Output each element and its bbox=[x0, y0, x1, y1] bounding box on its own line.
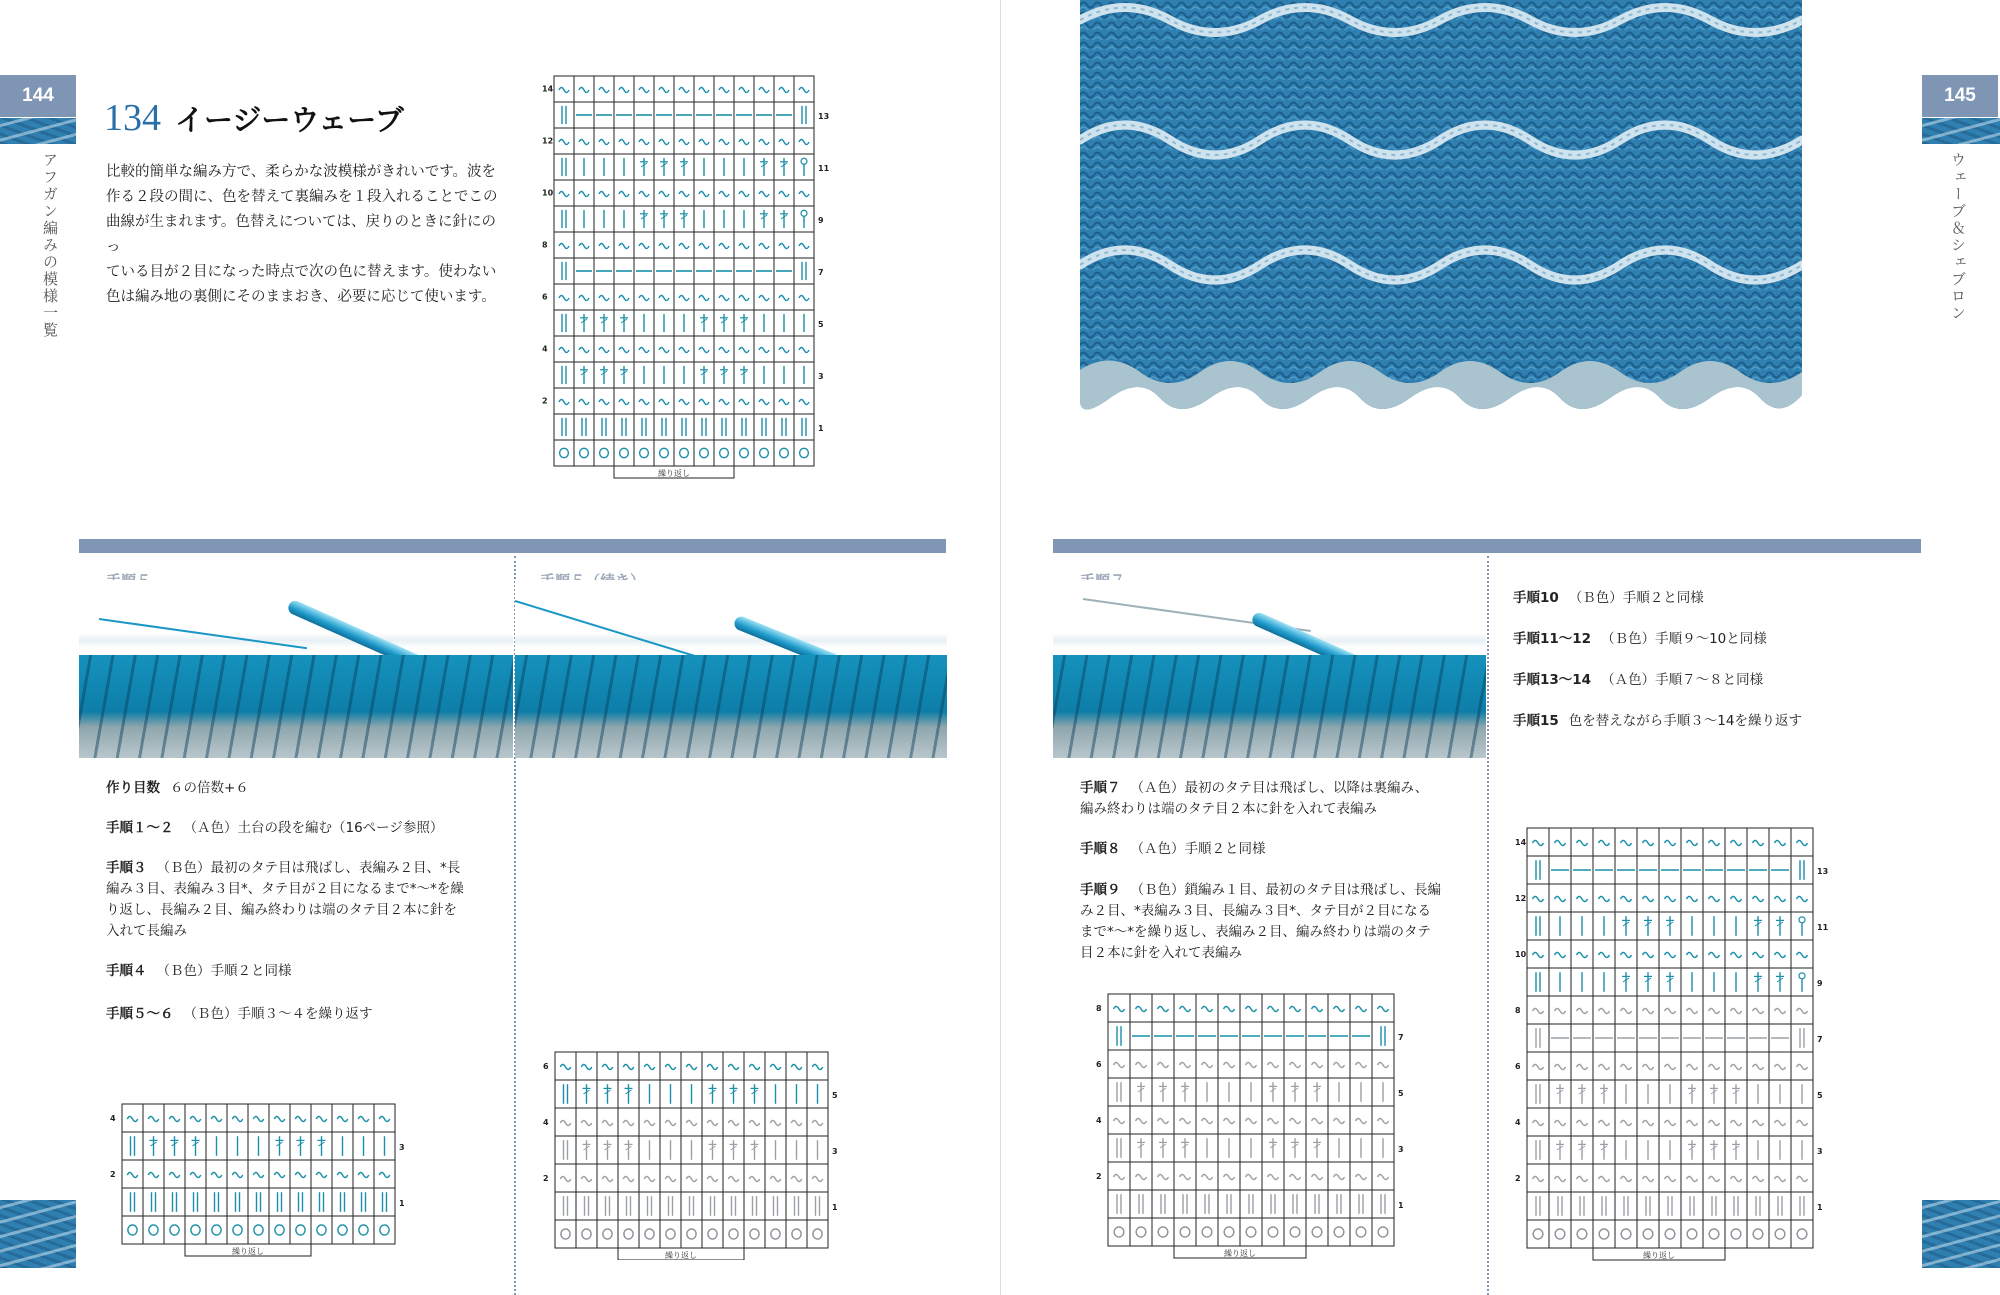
chart-foundation-row bbox=[1527, 1220, 1813, 1248]
instr-cast-on: 作り目数 ６の倍数+６ bbox=[106, 780, 249, 796]
row-number: 4 bbox=[542, 344, 548, 354]
row-number: 3 bbox=[1398, 1145, 1404, 1155]
pattern-number: 134 bbox=[104, 97, 161, 139]
row-number: 7 bbox=[818, 267, 824, 277]
row-number: 1 bbox=[1817, 1203, 1823, 1213]
chart-row bbox=[554, 154, 830, 180]
instr-step4: 手順４ （Ｂ色）手順２と同様 bbox=[106, 963, 292, 979]
row-number: 5 bbox=[832, 1091, 838, 1101]
swatch-thumbnail-bottom-right bbox=[1922, 1200, 2000, 1268]
stitch-chart-rows1-6 bbox=[541, 1048, 911, 1260]
chart-row bbox=[1515, 828, 1813, 856]
chart-row bbox=[1096, 1106, 1394, 1134]
row-number: 11 bbox=[818, 163, 830, 173]
chart-row bbox=[543, 1052, 828, 1080]
chart-row bbox=[1527, 968, 1823, 996]
process-photo-step7 bbox=[1053, 580, 1486, 758]
row-number: 1 bbox=[832, 1203, 838, 1213]
chart-row bbox=[542, 180, 814, 206]
chart-row bbox=[542, 76, 814, 102]
row-number: 1 bbox=[399, 1199, 405, 1209]
instr-step13-14: 手順13～14 （Ａ色）手順７～８と同様 bbox=[1513, 672, 1764, 688]
chart-row bbox=[1515, 996, 1813, 1024]
intro-line: 比較的簡単な編み方で、柔らかな波模様がきれいです。波を bbox=[106, 164, 497, 180]
fabric bbox=[1053, 655, 1486, 758]
row-number: 13 bbox=[818, 111, 830, 121]
chart-foundation-row bbox=[122, 1216, 395, 1244]
yarn-strand bbox=[99, 618, 307, 649]
swatch-thumbnail-top-left bbox=[0, 118, 76, 144]
side-caption-left: アフガン編みの模様一覧 bbox=[41, 152, 59, 339]
instr-step9: 手順９ （Ｂ色）鎖編み１目、最初のタテ目は飛ばし、長編み２目、*表編み３目、長編み３目*、タテ目が２目になるまで*～*を繰り返し、表編み２目、編み終わりは端のタテ目２本に針を入れて表編み bbox=[1080, 882, 1441, 961]
chart-row bbox=[554, 414, 824, 440]
chart-row bbox=[1096, 1162, 1394, 1190]
stitch-chart-rows1-14 bbox=[1513, 824, 1893, 1262]
instr-step7: 手順７ （Ａ色）最初のタテ目は飛ばし、以降は裏編み、編み終わりは端のタテ目２本に針を入れて表編み bbox=[1080, 780, 1429, 817]
chart-row bbox=[1527, 856, 1828, 884]
row-number: 6 bbox=[1096, 1059, 1102, 1069]
row-number: 8 bbox=[1515, 1005, 1521, 1015]
chart-foundation-row bbox=[555, 1220, 828, 1248]
chart-row bbox=[1108, 1022, 1404, 1050]
row-number: 12 bbox=[1515, 893, 1527, 903]
chart-row bbox=[555, 1192, 838, 1220]
row-number: 12 bbox=[542, 136, 554, 146]
row-number: 3 bbox=[818, 371, 824, 381]
intro-line: 曲線が生まれます。色替えについては、戻りのときに針にのっ bbox=[106, 214, 497, 255]
row-number: 7 bbox=[1398, 1033, 1404, 1043]
row-number: 4 bbox=[543, 1117, 549, 1127]
intro-paragraph bbox=[106, 160, 506, 310]
section-bar-right bbox=[1053, 539, 1921, 553]
row-number: 14 bbox=[1515, 837, 1527, 847]
repeat-label: 繰り返し bbox=[1643, 1251, 1675, 1260]
chart-row bbox=[1515, 884, 1813, 912]
chart-row bbox=[554, 206, 824, 232]
side-caption-right: ウェーブ＆シェブロン bbox=[1949, 152, 1967, 322]
repeat-label: 繰り返し bbox=[665, 1251, 697, 1260]
chart-foundation-row bbox=[554, 440, 814, 466]
row-number: 6 bbox=[543, 1061, 549, 1071]
repeat-label: 繰り返し bbox=[1224, 1249, 1256, 1258]
row-number: 4 bbox=[1515, 1117, 1521, 1127]
chart-row bbox=[542, 284, 814, 310]
chart-row bbox=[1515, 1108, 1813, 1136]
row-number: 2 bbox=[1096, 1171, 1102, 1181]
chart-row bbox=[554, 310, 824, 336]
wave-fabric-image bbox=[1080, 0, 1802, 428]
row-number: 3 bbox=[832, 1147, 838, 1157]
chart-row bbox=[110, 1160, 395, 1188]
swatch-thumbnail-top-right bbox=[1922, 118, 2000, 144]
row-number: 9 bbox=[818, 215, 824, 225]
row-number: 13 bbox=[1817, 867, 1829, 877]
divider-right-center bbox=[1487, 556, 1489, 1295]
main-swatch-photo bbox=[1080, 0, 1802, 428]
intro-line: 色は編み地の裏側にそのままおき、必要に応じて使います。 bbox=[106, 289, 496, 305]
page-number-right: 145 bbox=[1922, 75, 1998, 117]
chart-row bbox=[1527, 1024, 1823, 1052]
row-number: 2 bbox=[110, 1169, 116, 1179]
row-number: 14 bbox=[542, 84, 554, 94]
row-number: 10 bbox=[542, 188, 554, 198]
chart-row bbox=[1096, 994, 1394, 1022]
instr-step8: 手順８ （Ａ色）手順２と同様 bbox=[1080, 841, 1266, 857]
process-photo-step5-cont bbox=[515, 580, 947, 758]
fabric bbox=[79, 655, 513, 758]
chart-row bbox=[1515, 1164, 1813, 1192]
divider-page-gutter bbox=[1000, 0, 1001, 1295]
stitch-chart-rows1-4 bbox=[108, 1100, 478, 1260]
chart-row bbox=[1515, 1052, 1813, 1080]
chart-row bbox=[554, 362, 824, 388]
chart-row bbox=[1515, 940, 1813, 968]
row-number: 5 bbox=[1817, 1091, 1823, 1101]
row-number: 6 bbox=[542, 292, 548, 302]
row-number: 1 bbox=[818, 423, 824, 433]
chart-row bbox=[1527, 1192, 1823, 1220]
row-number: 3 bbox=[399, 1143, 405, 1153]
chart-row bbox=[543, 1108, 828, 1136]
row-number: 5 bbox=[1398, 1089, 1404, 1099]
intro-line: ている目が２目になった時点で次の色に替えます。使わない bbox=[106, 264, 497, 280]
row-number: 2 bbox=[542, 396, 548, 406]
section-bar-left bbox=[79, 539, 946, 553]
chart-row bbox=[1527, 912, 1829, 940]
row-number: 5 bbox=[818, 319, 824, 329]
chart-row bbox=[1108, 1190, 1404, 1218]
chart-row bbox=[554, 102, 829, 128]
chart-row bbox=[110, 1104, 395, 1132]
chart-row bbox=[542, 232, 814, 258]
chart-row bbox=[554, 258, 824, 284]
chart-row bbox=[1108, 1134, 1404, 1162]
instr-step11-12: 手順11～12 （Ｂ色）手順９～10と同様 bbox=[1513, 631, 1767, 647]
chart-row bbox=[555, 1080, 838, 1108]
chart-row bbox=[122, 1188, 405, 1216]
chart-row bbox=[542, 128, 814, 154]
chart-row bbox=[542, 336, 814, 362]
swatch-thumbnail-bottom-left bbox=[0, 1200, 76, 1268]
repeat-label: 繰り返し bbox=[658, 469, 690, 478]
fabric bbox=[515, 655, 947, 758]
chart-row bbox=[1527, 1080, 1823, 1108]
pattern-name: イージーウェーブ bbox=[175, 103, 404, 137]
row-number: 1 bbox=[1398, 1201, 1404, 1211]
row-number: 10 bbox=[1515, 949, 1527, 959]
instr-step10: 手順10 （Ｂ色）手順２と同様 bbox=[1513, 590, 1704, 606]
row-number: 11 bbox=[1817, 923, 1829, 933]
row-number: 8 bbox=[1096, 1003, 1102, 1013]
chart-row bbox=[1096, 1050, 1394, 1078]
row-number: 2 bbox=[1515, 1173, 1521, 1183]
chart-row bbox=[1527, 1136, 1823, 1164]
row-number: 6 bbox=[1515, 1061, 1521, 1071]
intro-line: 作る２段の間に、色を替えて裏編みを１段入れることでこの bbox=[106, 189, 498, 205]
pattern-title bbox=[104, 96, 404, 140]
process-photo-step5 bbox=[79, 580, 513, 758]
instr-step5-6: 手順５～６ （Ｂ色）手順３～４を繰り返す bbox=[106, 1006, 373, 1022]
instr-step3: 手順３ （Ｂ色）最初のタテ目は飛ばし、表編み２目、*長編み３目、表編み３目*、タテ目が２目になるまで*～*を繰り返し、長編み２目、編み終わりは端のタテ目２本に針を入れて長編み bbox=[106, 860, 464, 939]
chart-row bbox=[555, 1136, 838, 1164]
instr-step15: 手順15 色を替えながら手順３～14を繰り返す bbox=[1513, 713, 1802, 729]
row-number: 2 bbox=[543, 1173, 549, 1183]
repeat-label: 繰り返し bbox=[232, 1247, 264, 1256]
page-number-left: 144 bbox=[0, 75, 76, 117]
row-number: 3 bbox=[1817, 1147, 1823, 1157]
chart-row bbox=[122, 1132, 405, 1160]
row-number: 7 bbox=[1817, 1035, 1823, 1045]
stitch-chart-rows1-8 bbox=[1094, 990, 1474, 1260]
chart-row bbox=[1108, 1078, 1404, 1106]
chart-row bbox=[543, 1164, 828, 1192]
main-stitch-chart bbox=[540, 72, 910, 512]
row-number: 4 bbox=[110, 1113, 116, 1123]
chart-row bbox=[542, 388, 814, 414]
row-number: 9 bbox=[1817, 979, 1823, 989]
row-number: 4 bbox=[1096, 1115, 1102, 1125]
instr-step1-2: 手順１～２ （Ａ色）土台の段を編む（16ページ参照） bbox=[106, 820, 444, 836]
chart-foundation-row bbox=[1108, 1218, 1394, 1246]
row-number: 8 bbox=[542, 240, 548, 250]
